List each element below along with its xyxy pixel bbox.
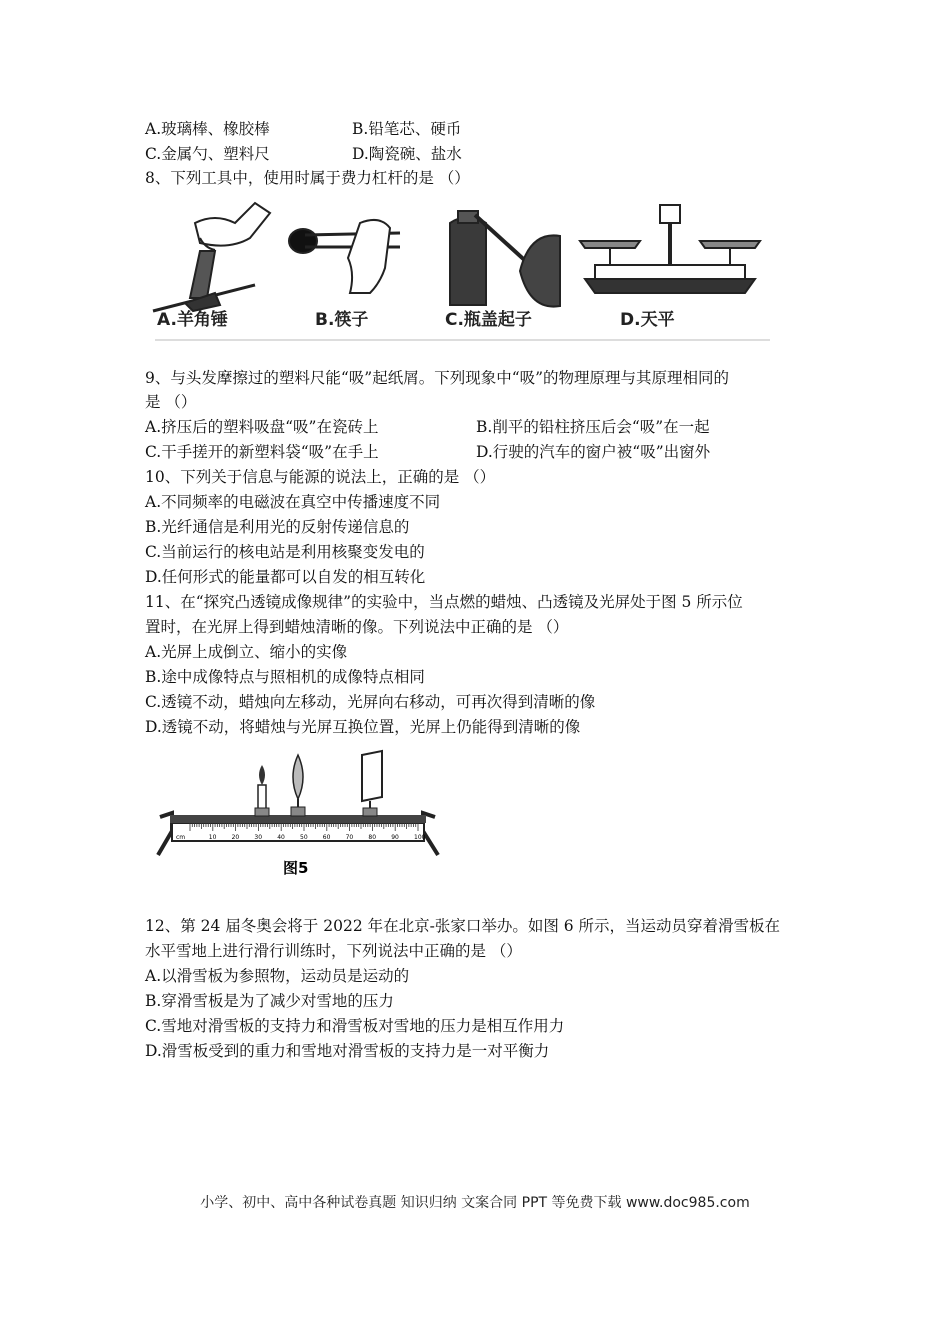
q10-stem: 10、下列关于信息与能源的说法上，正确的是 （） [145,468,496,486]
q8-stem: 8、下列工具中，使用时属于费力杠杆的是 （） [145,169,470,187]
caption-d: D.天平 [620,310,675,330]
light-screen-illustration [362,751,382,816]
balance-scale-illustration [580,205,760,293]
caption-b: B.筷子 [315,310,369,330]
q12-stem-line2: 水平雪地上进行滑行训练时，下列说法中正确的是 （） [145,942,522,960]
q12-stem-line1: 12、第 24 届冬奥会将于 2022 年在北京-张家口举办。如图 6 所示，当运动员穿着滑雪板在 [145,917,781,935]
q8-tools-figure [145,193,780,343]
q11-option-d: D.透镜不动，将蜡烛与光屏互换位置，光屏上仍能得到清晰的像 [145,718,581,736]
ruler-tick-label: 90 [391,834,399,841]
ruler-tick-label: 40 [277,834,285,841]
ruler-tick-label: 50 [300,834,308,841]
caption-a: A.羊角锤 [157,310,228,330]
convex-lens-illustration [291,755,305,816]
figure-5-label: 图5 [283,859,309,877]
ruler-tick-label: 10 [208,834,217,841]
q7-option-a: A.玻璃棒、橡胶棒 [145,120,270,138]
ruler-tick-label: 70 [345,834,354,841]
q10-option-a: A.不同频率的电磁波在真空中传播速度不同 [145,493,441,511]
q7-option-b: B.铅笔芯、硬币 [352,120,462,138]
q10-option-d: D.任何形式的能量都可以自发的相互转化 [145,568,426,586]
claw-hammer-illustration [153,203,270,311]
q11-option-a: A.光屏上成倒立、缩小的实像 [145,643,348,661]
candle-illustration [255,765,269,816]
chopsticks-illustration [289,220,400,293]
q12-option-c: C.雪地对滑雪板的支持力和滑雪板对雪地的压力是相互作用力 [145,1017,565,1035]
q11-option-b: B.途中成像特点与照相机的成像特点相同 [145,668,425,686]
q7-option-d: D.陶瓷碗、盐水 [352,145,462,163]
q11-option-c: C.透镜不动，蜡烛向左移动，光屏向右移动，可再次得到清晰的像 [145,693,596,711]
q9-option-a: A.挤压后的塑料吸盘“吸”在瓷砖上 [145,418,379,436]
optical-bench-figure [150,745,450,885]
q11-stem-line1: 11、在“探究凸透镜成像规律”的实验中，当点燃的蜡烛、凸透镜及光屏处于图 5 所示位 [145,593,743,611]
q9-option-b: B.削平的铅柱挤压后会“吸”在一起 [476,418,710,436]
ruler-tick-label: 20 [231,834,240,841]
q9-stem-line2: 是 （） [145,393,197,411]
q12-option-b: B.穿滑雪板是为了减少对雪地的压力 [145,992,394,1010]
ruler-tick-label: 30 [254,834,263,841]
q10-option-b: B.光纤通信是利用光的反射传递信息的 [145,518,410,536]
q9-stem-line1: 9、与头发摩擦过的塑料尺能“吸”起纸屑。下列现象中“吸”的物理原理与其原理相同的 [145,369,730,387]
q12-option-d: D.滑雪板受到的重力和雪地对滑雪板的支持力是一对平衡力 [145,1042,550,1060]
q10-option-c: C.当前运行的核电站是利用核聚变发电的 [145,543,425,561]
ruler-tick-label: 80 [368,834,377,841]
q12-option-a: A.以滑雪板为参照物，运动员是运动的 [145,967,410,985]
q7-option-c: C.金属勺、塑料尺 [145,145,270,163]
q11-stem-line2: 置时，在光屏上得到蜡烛清晰的像。下列说法中正确的是 （） [145,618,569,636]
ruler-tick-label: 100 [414,834,426,841]
q9-option-d: D.行驶的汽车的窗户被“吸”出窗外 [476,443,711,461]
page-footer: 小学、初中、高中各种试卷真题 知识归纳 文案合同 PPT 等免费下载 www.doc985.com [200,1195,750,1211]
caption-c: C.瓶盖起子 [445,310,532,330]
q9-option-c: C.干手搓开的新塑料袋“吸”在手上 [145,443,379,461]
ruler-tick-label: 60 [322,834,331,841]
ruler-unit: cm [176,834,186,841]
bottle-opener-illustration [450,211,560,307]
